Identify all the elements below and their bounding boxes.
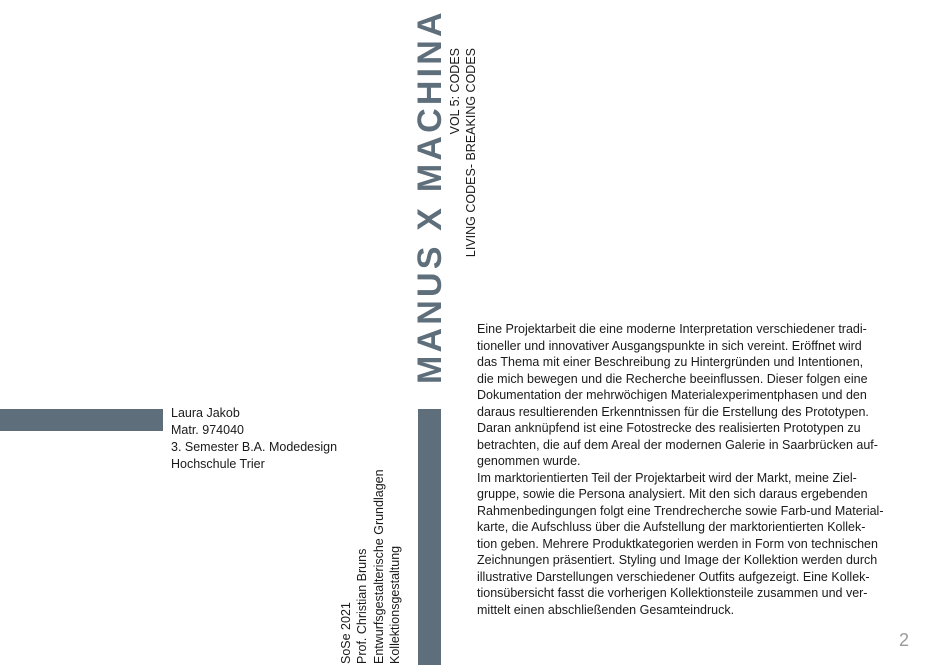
body-line: Eine Projektarbeit die eine moderne Interpretation verschiedener tradi- (477, 322, 867, 336)
author-school: Hochschule Trier (171, 457, 265, 471)
abstract-text (477, 321, 911, 618)
author-info (171, 405, 337, 473)
body-line: das Thema mit einer Beschreibung zu Hintergründen und Intentionen, (477, 355, 864, 369)
body-line: Daran anknüpfend ist eine Fotostrecke des realisierten Prototypen zu (477, 421, 861, 435)
course-info (338, 444, 418, 664)
body-line: Im marktorientierten Teil der Projektarbeit wird der Markt, meine Ziel- (477, 470, 857, 485)
subtitle-volume: VOL 5: CODES (448, 48, 462, 135)
body-line: die mich bewegen und die Recherche beeinflussen. Dieser folgen eine (477, 371, 868, 386)
course-term: SoSe 2021 (339, 602, 353, 664)
body-line: betrachten, die auf dem Areal der modernen Galerie in Saarbrücken auf- (477, 437, 878, 452)
body-line: Dokumentation der mehrwöchigen Materialexperimentphasen und den (477, 388, 867, 402)
body-line: illustrative Darstellungen verschiedener Outfits aufgezeigt. Eine Kollek- (477, 569, 870, 584)
subtitle-tagline: LIVING CODES- BREAKING CODES (463, 48, 478, 258)
course-subject: Entwurfsgestalterische Grundlagen (371, 469, 386, 664)
body-line: Rahmenbedingungen folgt eine Trendrecherche sowie Farb-und Material- (477, 503, 884, 518)
body-line: Zeichnungen präsentiert. Styling und Image der Kollektion werden durch (477, 553, 878, 567)
body-line: gruppe, sowie die Persona analysiert. Mit den sich daraus ergebenden (477, 487, 868, 501)
body-line: mittelt einen abschließenden Gesamteindruck. (477, 602, 735, 617)
body-line: tioneller und innovativer Ausgangspunkte in sich vereint. Eröffnet wird (477, 338, 862, 353)
page-number: 2 (899, 630, 910, 650)
author-matriculation: Matr. 974040 (171, 423, 244, 437)
vertical-accent-bar (418, 409, 441, 665)
body-line: daraus resultierenden Erkenntnissen für die Erstellung des Prototypen. (477, 404, 869, 419)
author-name: Laura Jakob (171, 406, 240, 420)
course-module: Kollektionsgestaltung (387, 545, 402, 664)
document-title: MANUS X MACHINA (411, 9, 449, 384)
body-line: karte, die Aufschluss über die Aufstellung der marktorientierten Kollek- (477, 520, 866, 534)
horizontal-accent-bar (0, 409, 163, 431)
document-subtitle (448, 48, 482, 278)
body-line: tionsübersicht fasst die vorherigen Kollektionsteile zusammen und ver- (477, 586, 868, 600)
body-line: tion geben. Mehrere Produktkategorien werden in Form von technischen (477, 536, 878, 551)
body-line: genommen wurde. (477, 454, 581, 468)
course-professor: Prof. Christian Bruns (355, 548, 370, 664)
author-semester: 3. Semester B.A. Modedesign (171, 440, 338, 454)
